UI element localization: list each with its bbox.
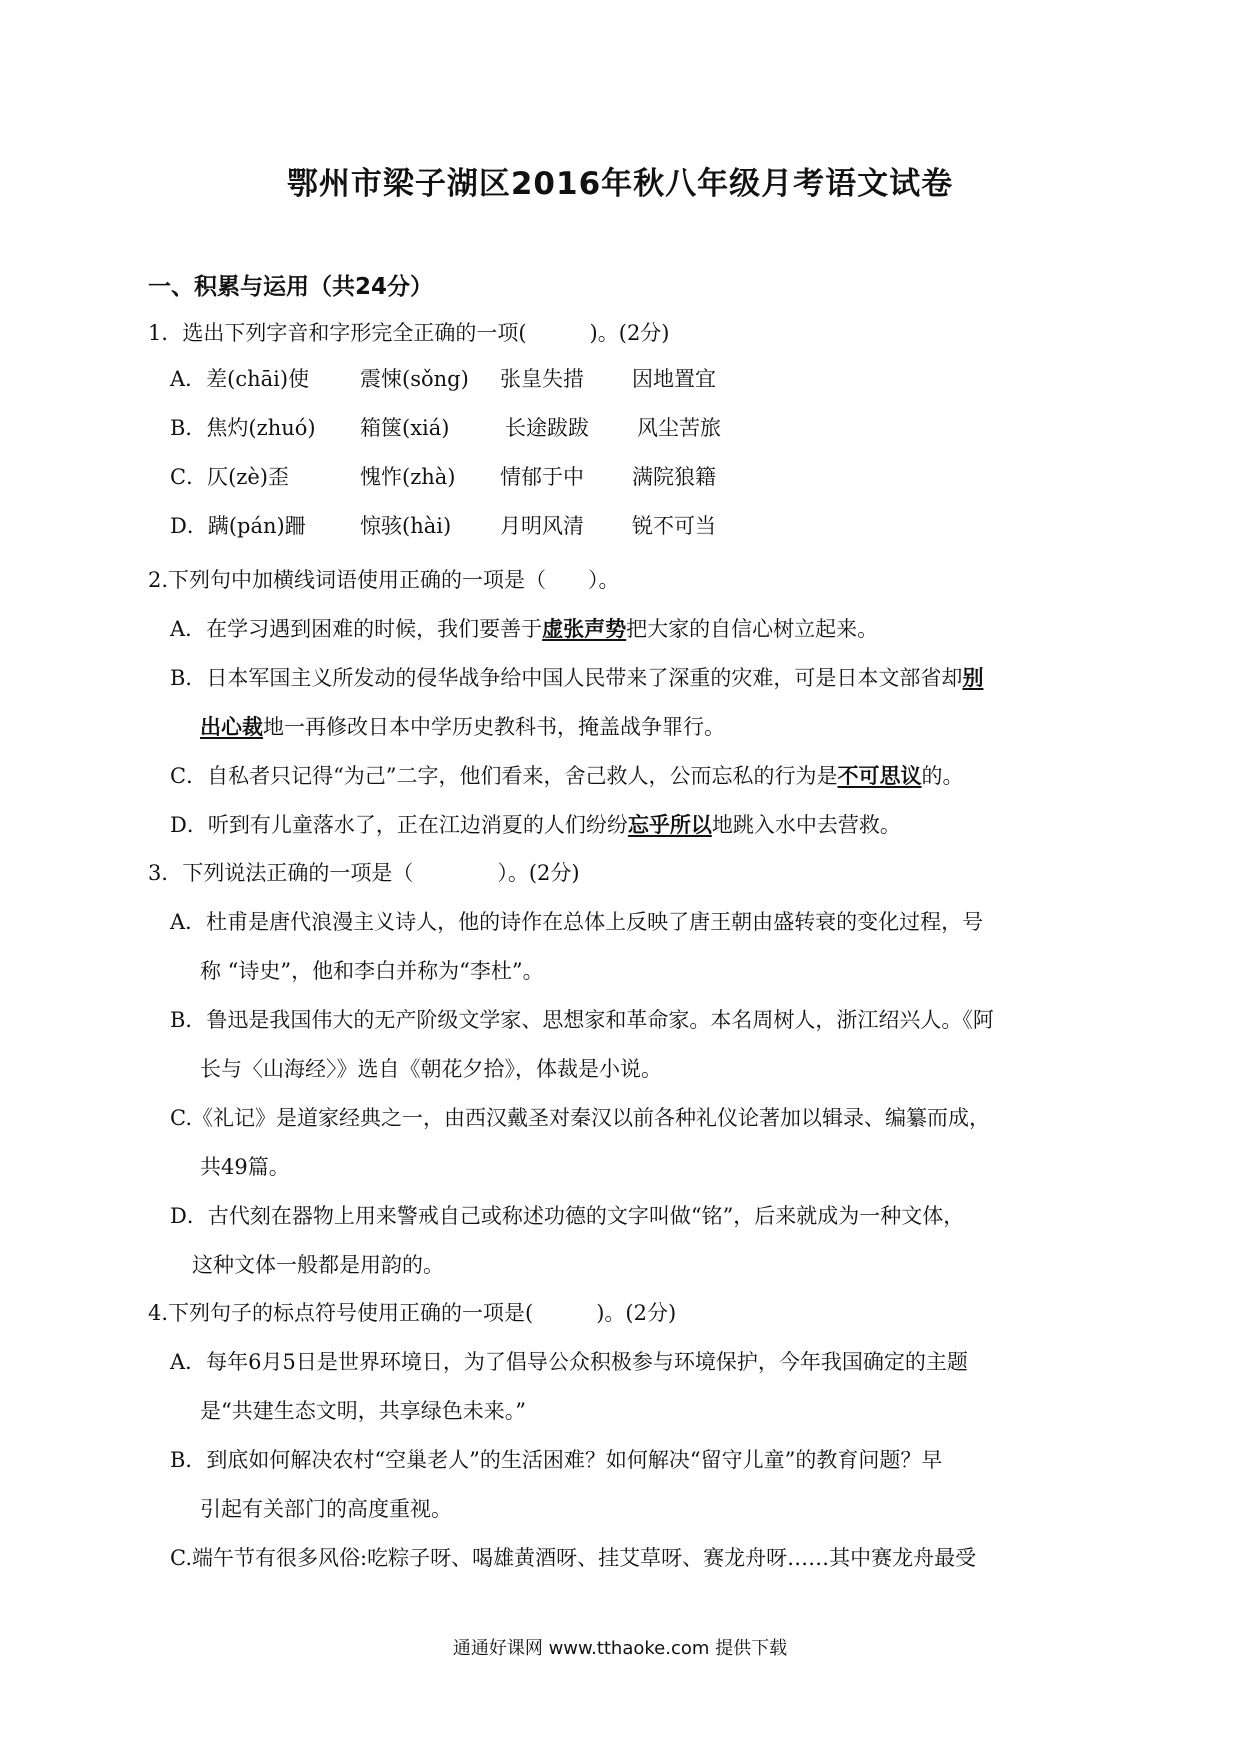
- option-cell: 愧怍(zhà): [360, 465, 456, 489]
- underlined-term: 别: [962, 665, 984, 690]
- option-text: D．听到有儿童落水了，正在江边消夏的人们纷纷: [170, 813, 628, 837]
- option-text: 地跳入水中去营救。: [711, 813, 901, 837]
- option-cell: 情郁于中: [500, 465, 584, 489]
- option-text: A．在学习遇到困难的时候，我们要善于: [170, 617, 543, 641]
- question-4-option-a-cont: 是“共建生态文明，共享绿色未来。”: [200, 1399, 526, 1423]
- question-3-option-a: A．杜甫是唐代浪漫主义诗人，他的诗作在总体上反映了唐王朝由盛转衰的变化过程，号: [170, 910, 984, 934]
- question-3-option-c-cont: 共49篇。: [200, 1155, 290, 1179]
- underlined-term: 虚张声势: [542, 616, 627, 641]
- question-3-option-b: B．鲁迅是我国伟大的无产阶级文学家、思想家和革命家。本名周树人，浙江绍兴人。《阿: [170, 1008, 994, 1032]
- question-4-option-b: B．到底如何解决农村“空巢老人”的生活困难？如何解决“留守儿童”的教育问题？早: [170, 1448, 943, 1472]
- question-2-option-a: [170, 614, 878, 644]
- question-2-option-b: [170, 663, 983, 693]
- option-cell: 月明风清: [500, 514, 584, 538]
- question-2-option-b-cont: [200, 712, 725, 742]
- option-cell: 张皇失措: [500, 367, 584, 391]
- option-cell: 因地置宜: [632, 367, 716, 391]
- question-4-option-c: C.端午节有很多风俗:吃粽子呀、喝雄黄酒呀、挂艾草呀、赛龙舟呀……其中赛龙舟最受: [170, 1546, 977, 1570]
- option-cell: 长途跋跋: [505, 416, 589, 440]
- option-cell: 惊骇(hài): [360, 514, 452, 538]
- question-3-option-c: C.《礼记》是道家经典之一，由西汉戴圣对秦汉以前各种礼仪论著加以辑录、编纂而成，: [170, 1106, 990, 1130]
- question-1-option-row: [170, 413, 1070, 443]
- option-cell: 震悚(sǒng): [360, 367, 469, 391]
- underlined-term: 出心裁: [200, 714, 263, 739]
- question-4-stem: 4.下列句子的标点符号使用正确的一项是( )。(2分): [148, 1301, 677, 1325]
- underlined-term: 忘乎所以: [627, 812, 712, 837]
- option-cell: 箱箧(xiá): [360, 416, 450, 440]
- question-1-stem: 1．选出下列字音和字形完全正确的一项( )。(2分): [148, 321, 670, 345]
- question-2-option-d: [170, 810, 901, 840]
- option-text: 的。: [921, 764, 964, 788]
- question-1-option-row: [170, 364, 1070, 394]
- option-text: 地一再修改日本中学历史教科书，掩盖战争罪行。: [263, 715, 725, 739]
- question-2-option-c: [170, 761, 964, 791]
- question-1-option-row: [170, 511, 1070, 541]
- underlined-term: 不可思议: [837, 763, 922, 788]
- option-cell: 锐不可当: [632, 514, 716, 538]
- question-2-stem: 2.下列句中加横线词语使用正确的一项是（ ）。: [148, 568, 620, 592]
- section-heading: 一、积累与运用（共24分）: [148, 274, 434, 300]
- question-3-option-a-cont: 称 “诗史”，他和李白并称为“李杜”。: [200, 959, 544, 983]
- option-text: 把大家的自信心树立起来。: [626, 617, 879, 641]
- question-3-option-b-cont: 长与〈山海经〉》选自《朝花夕拾》，体裁是小说。: [200, 1057, 662, 1081]
- option-text: B．日本军国主义所发动的侵华战争给中国人民带来了深重的灾难，可是日本文部省却: [170, 666, 963, 690]
- option-cell: A．差(chāi)使: [170, 367, 310, 391]
- page-footer: 通通好课网 www.tthaoke.com 提供下载: [452, 1638, 788, 1659]
- question-3-option-d-cont: 这种文体一般都是用韵的。: [192, 1253, 444, 1277]
- option-cell: B．焦灼(zhuó): [170, 416, 316, 440]
- option-cell: 满院狼籍: [632, 465, 716, 489]
- option-cell: D．蹒(pán)跚: [170, 514, 306, 538]
- page-title: 鄂州市梁子湖区2016年秋八年级月考语文试卷: [286, 166, 954, 202]
- question-4-option-a: A．每年6月5日是世界环境日，为了倡导公众积极参与环境保护，今年我国确定的主题: [170, 1350, 968, 1374]
- question-3-option-d: D．古代刻在器物上用来警戒自己或称述功德的文字叫做“铭”，后来就成为一种文体，: [170, 1204, 965, 1228]
- question-4-option-b-cont: 引起有关部门的高度重视。: [200, 1497, 452, 1521]
- option-text: C．自私者只记得“为己”二字，他们看来，舍己救人，公而忘私的行为是: [170, 764, 838, 788]
- option-cell: C．仄(zè)歪: [170, 465, 289, 489]
- option-cell: 风尘苦旅: [637, 416, 721, 440]
- question-1-option-row: [170, 462, 1070, 492]
- question-3-stem: 3．下列说法正确的一项是（ ）。(2分): [148, 861, 580, 885]
